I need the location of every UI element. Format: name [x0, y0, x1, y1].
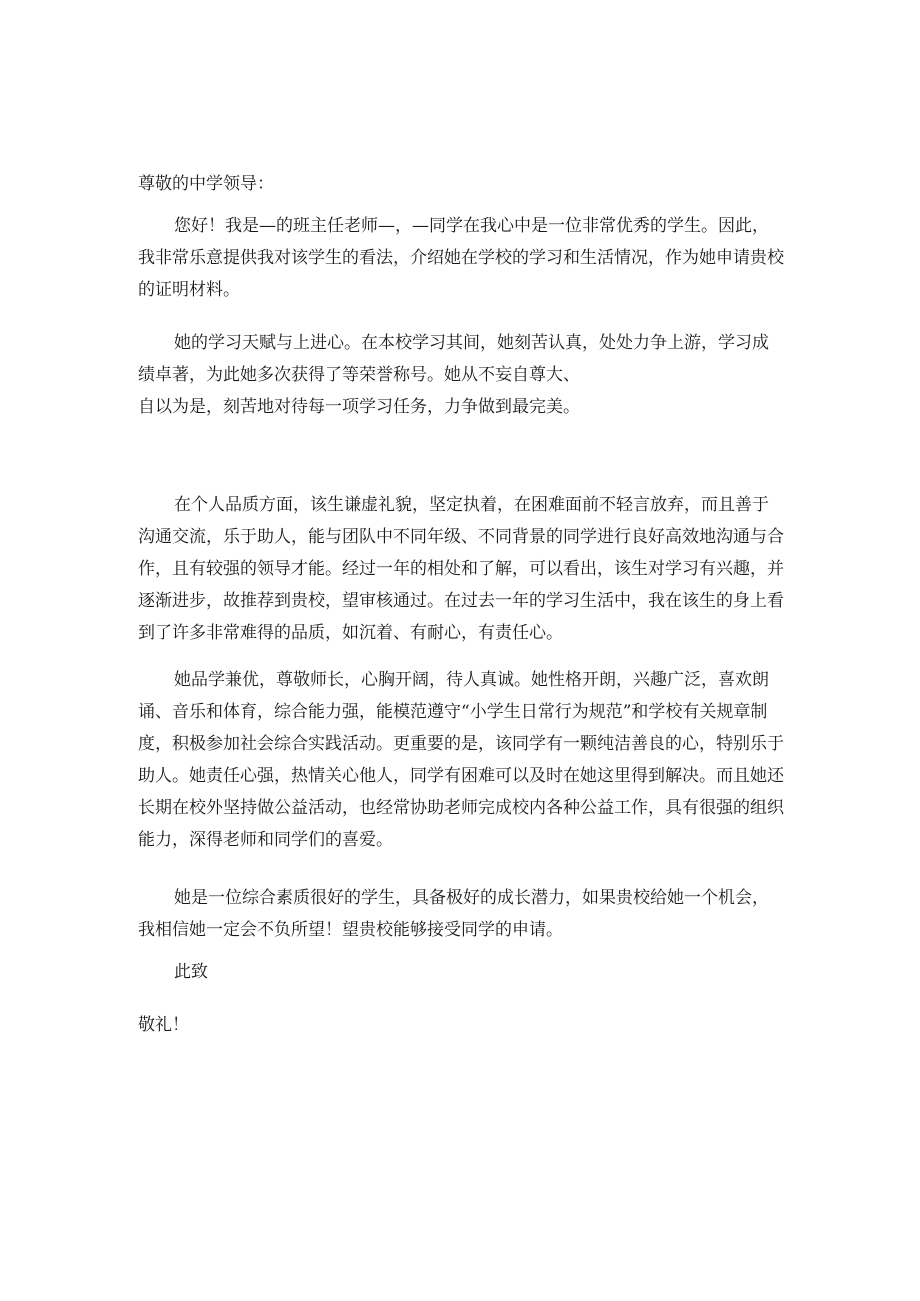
letter-salutation: 尊敬的中学领导： [138, 174, 274, 194]
letter-paragraph-character: 在个人品质方面，该生谦虚礼貌，坚定执着，在困难面前不轻言放弃，而且善于沟通交流，乐于助人，能与团队中不同年级、不同背景的同学进行良好高效地沟通与合作，且有较强的领导才能。经过一年的相处和了解，可以看出，该生对学习有兴趣，并逐渐进步，故推荐到贵校，望审核通过。在过去一年的学习生活中，我在该生的身上看到了许多非常难得的品质，如沉着、有耐心，有责任心。 [138, 495, 784, 643]
letter-paragraph-recommendation: 她是一位综合素质很好的学生，具备极好的成长潜力，如果贵校给她一个机会，我相信她一定会不负所望！望贵校能够接受同学的申请。 [138, 888, 769, 940]
letter-paragraph-greeting: 您好！我是—的班主任老师—，—同学在我心中是一位非常优秀的学生。因此，我非常乐意提供我对该学生的看法，介绍她在学校的学习和生活情况，作为她申请贵校的证明材料。 [138, 216, 784, 300]
letter-paragraph-conduct: 她品学兼优，尊敬师长，心胸开阔，待人真诚。她性格开朗，兴趣广泛，喜欢朗诵、音乐和体育，综合能力强，能模范遵守“小学生日常行为规范”和学校有关规章制度，积极参加社会综合实践活动。更重要的是，该同学有一颗纯洁善良的心，特别乐于助人。她责任心强，热情关心他人，同学有困难可以及时在她这里得到解决。而且她还长期在校外坚持做公益活动，也经常协助老师完成校内各种公益工作，具有很强的组织能力，深得老师和同学们的喜爱。 [138, 670, 784, 850]
letter-closing: 此致 [174, 962, 208, 982]
letter-regards: 敬礼！ [138, 1015, 189, 1035]
letter-paragraph-study: 她的学习天赋与上进心。在本校学习其间，她刻苦认真，处处力争上游，学习成绩卓著，为此她多次获得了等荣誉称号。她从不妄自尊大、 自以为是，刻苦地对待每一项学习任务，力争做到最完美。 [138, 333, 769, 417]
